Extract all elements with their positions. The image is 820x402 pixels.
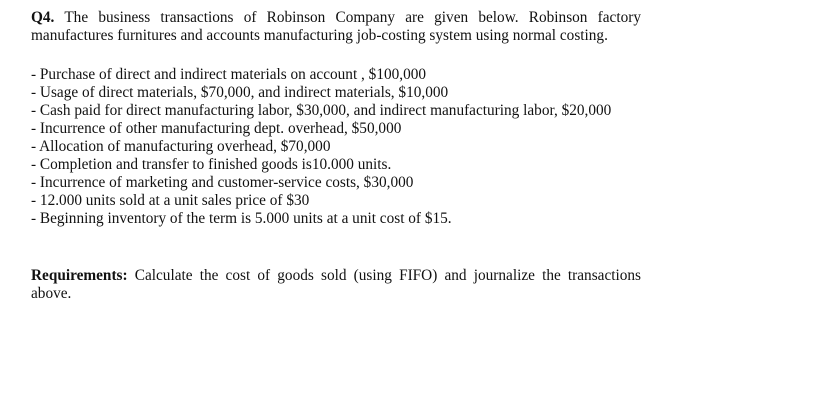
transaction-item: - Completion and transfer to finished goods is10.000 units. [31, 156, 392, 173]
transaction-item: - Incurrence of marketing and customer-service costs, $30,000 [31, 174, 414, 191]
question-intro: The business transactions of Robinson Company are given below. Robinson factory manufactures furnitures and accounts manufacturing job-costing system using normal costing. [31, 9, 641, 44]
transaction-list [31, 66, 641, 228]
requirements-label: Requirements: [31, 267, 128, 284]
transaction-item: - Beginning inventory of the term is 5.000 units at a unit cost of $15. [31, 210, 452, 227]
transaction-item: - Usage of direct materials, $70,000, and indirect materials, $10,000 [31, 84, 449, 101]
transaction-item: - Allocation of manufacturing overhead, $70,000 [31, 138, 331, 155]
requirements-paragraph [31, 267, 641, 303]
question-number: Q4. [31, 9, 55, 26]
requirements-text: Calculate the cost of goods sold (using FIFO) and journalize the transactions above. [31, 267, 641, 302]
transaction-item: - 12.000 units sold at a unit sales price of $30 [31, 192, 310, 209]
transaction-item: - Incurrence of other manufacturing dept. overhead, $50,000 [31, 120, 402, 137]
transaction-item: - Purchase of direct and indirect materials on account , $100,000 [31, 66, 427, 83]
document-body [31, 9, 641, 302]
question-heading [31, 9, 641, 45]
transaction-item: - Cash paid for direct manufacturing labor, $30,000, and indirect manufacturing labor, $20,000 [31, 102, 612, 119]
